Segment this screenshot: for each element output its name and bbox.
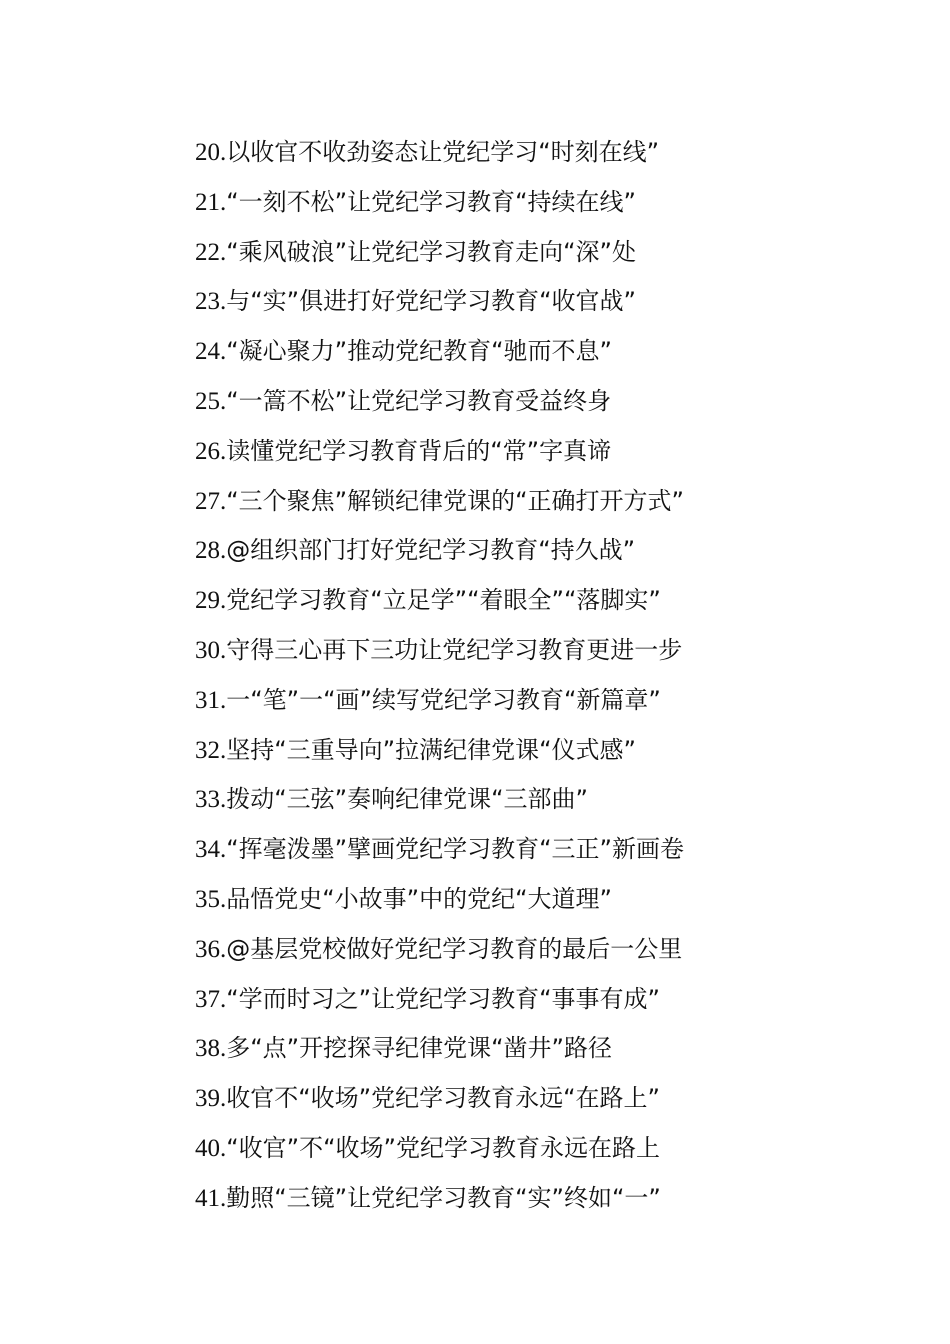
item-number: 41. bbox=[195, 1184, 227, 1212]
item-text: 收官不“收场”党纪学习教育永远“在路上” bbox=[226, 1084, 660, 1113]
item-text: 多“点”开挖探寻纪律党课“凿井”路径 bbox=[226, 1034, 612, 1063]
list-item bbox=[195, 228, 895, 278]
list-item bbox=[195, 526, 895, 576]
item-number: 21. bbox=[195, 188, 227, 216]
item-text: 拨动“三弦”奏响纪律党课“三部曲” bbox=[226, 785, 588, 814]
item-number: 23. bbox=[195, 288, 227, 316]
list-item bbox=[195, 1174, 895, 1224]
item-number: 32. bbox=[195, 736, 227, 764]
item-text: “乘风破浪”让党纪学习教育走向“深”处 bbox=[226, 237, 636, 266]
list-item bbox=[195, 477, 895, 527]
item-number: 27. bbox=[195, 487, 227, 515]
item-number: 24. bbox=[195, 338, 227, 366]
item-number: 29. bbox=[195, 587, 227, 615]
item-number: 30. bbox=[195, 636, 227, 664]
item-text: 一“笔”一“画”续写党纪学习教育“新篇章” bbox=[226, 685, 661, 714]
item-text: @基层党校做好党纪学习教育的最后一公里 bbox=[226, 934, 683, 963]
item-text: “一篙不松”让党纪学习教育受益终身 bbox=[226, 386, 612, 415]
list-item bbox=[195, 327, 895, 377]
item-text: “三个聚焦”解锁纪律党课的“正确打开方式” bbox=[226, 486, 684, 515]
list-item bbox=[195, 427, 895, 477]
list-item bbox=[195, 726, 895, 776]
list-item bbox=[195, 128, 895, 178]
list-item bbox=[195, 925, 895, 975]
list-item bbox=[195, 1074, 895, 1124]
item-number: 39. bbox=[195, 1085, 227, 1113]
list-item bbox=[195, 626, 895, 676]
item-number: 28. bbox=[195, 537, 227, 565]
list-item bbox=[195, 825, 895, 875]
item-number: 26. bbox=[195, 437, 227, 465]
list-item bbox=[195, 1124, 895, 1174]
item-text: “挥毫泼墨”擘画党纪学习教育“三正”新画卷 bbox=[226, 835, 684, 864]
item-text: “凝心聚力”推动党纪教育“驰而不息” bbox=[226, 337, 612, 366]
item-text: 勤照“三镜”让党纪学习教育“实”终如“一” bbox=[226, 1183, 661, 1212]
item-text: 守得三心再下三功让党纪学习教育更进一步 bbox=[226, 635, 683, 664]
item-text: @组织部门打好党纪学习教育“持久战” bbox=[226, 536, 636, 565]
item-number: 34. bbox=[195, 836, 227, 864]
item-number: 22. bbox=[195, 238, 227, 266]
item-text: “一刻不松”让党纪学习教育“持续在线” bbox=[226, 187, 636, 216]
item-number: 40. bbox=[195, 1134, 227, 1162]
list-item bbox=[195, 1024, 895, 1074]
list-item bbox=[195, 377, 895, 427]
item-number: 31. bbox=[195, 686, 227, 714]
item-number: 38. bbox=[195, 1035, 227, 1063]
list-item bbox=[195, 775, 895, 825]
title-list bbox=[195, 128, 895, 1224]
item-text: 读懂党纪学习教育背后的“常”字真谛 bbox=[226, 436, 612, 465]
item-number: 36. bbox=[195, 935, 227, 963]
item-text: 品悟党史“小故事”中的党纪“大道理” bbox=[226, 884, 612, 913]
item-text: “学而时习之”让党纪学习教育“事事有成” bbox=[226, 984, 660, 1013]
list-item bbox=[195, 676, 895, 726]
list-item bbox=[195, 576, 895, 626]
list-item bbox=[195, 178, 895, 228]
item-text: 党纪学习教育“立足学”“着眼全”“落脚实” bbox=[226, 586, 661, 615]
item-text: 坚持“三重导向”拉满纪律党课“仪式感” bbox=[226, 735, 636, 764]
list-item bbox=[195, 875, 895, 925]
list-item bbox=[195, 277, 895, 327]
item-text: 以收官不收劲姿态让党纪学习“时刻在线” bbox=[226, 138, 660, 166]
item-number: 37. bbox=[195, 985, 227, 1013]
item-text: “收官”不“收场”党纪学习教育永远在路上 bbox=[226, 1133, 660, 1162]
item-number: 33. bbox=[195, 786, 227, 814]
item-number: 25. bbox=[195, 387, 227, 415]
item-number: 20. bbox=[195, 139, 227, 166]
list-item bbox=[195, 975, 895, 1025]
item-number: 35. bbox=[195, 885, 227, 913]
item-text: 与“实”俱进打好党纪学习教育“收官战” bbox=[226, 287, 636, 316]
